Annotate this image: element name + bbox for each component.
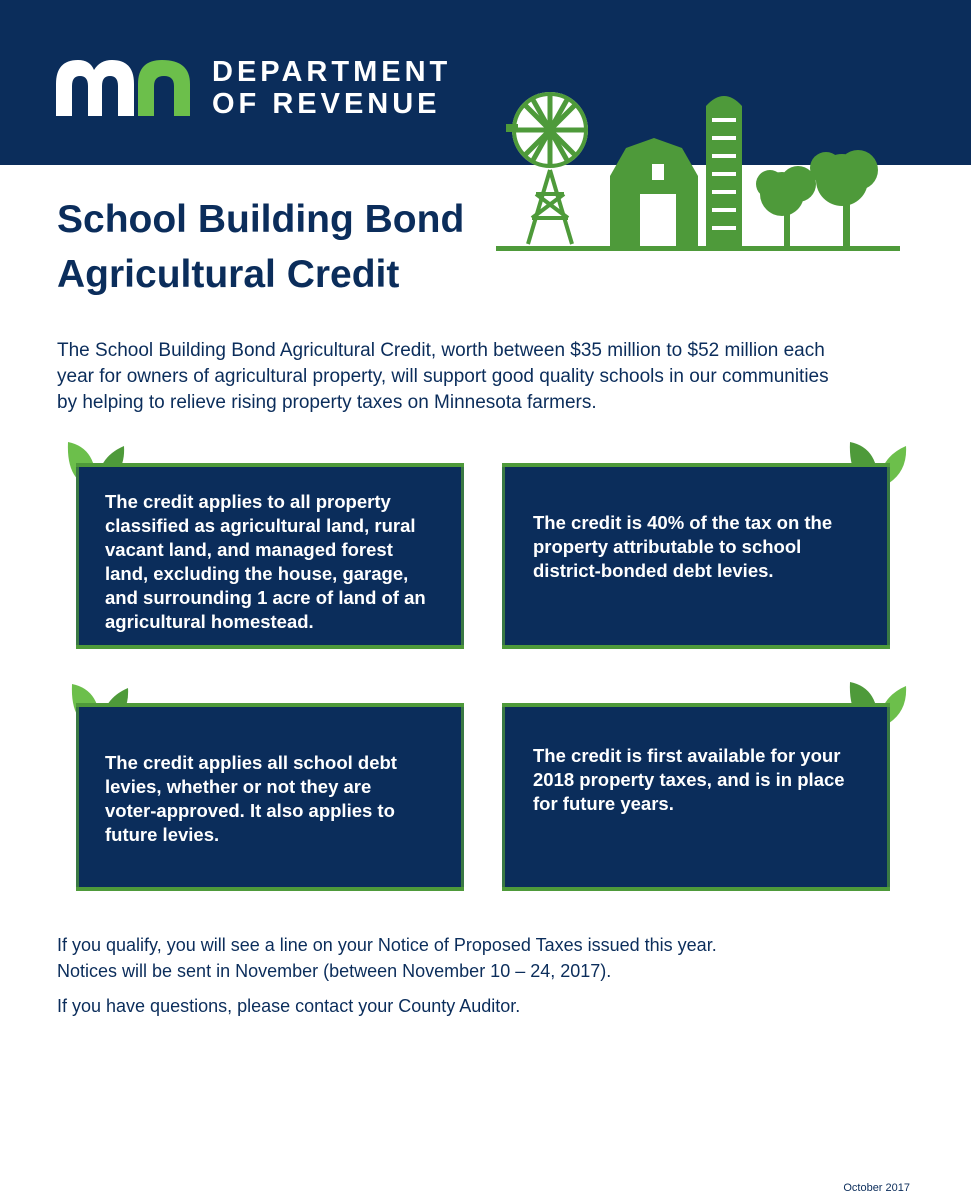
- card-1-line-4: land, excluding the house, garage,: [105, 563, 409, 584]
- card-2-text: [533, 511, 870, 583]
- contact-paragraph: If you have questions, please contact your County Auditor.: [57, 996, 521, 1016]
- card-3-line-2: levies, whether or not they are: [105, 776, 372, 797]
- mn-logo-icon: [56, 56, 194, 118]
- card-4-line-2: 2018 property taxes, and is in place: [533, 769, 845, 790]
- card-4-line-3: for future years.: [533, 793, 674, 814]
- notice-line-1: If you qualify, you will see a line on your Notice of Proposed Taxes issued this year.: [57, 935, 717, 955]
- card-4-text: [533, 744, 870, 816]
- info-card-school-debt-levies: [76, 703, 464, 891]
- notice-paragraph: [57, 932, 717, 984]
- barn-icon: [610, 138, 698, 246]
- ground-line: [496, 246, 900, 251]
- farm-illustration-icon: [492, 84, 904, 254]
- department-name: [212, 56, 451, 120]
- card-1-text: [105, 490, 444, 634]
- department-line-2: OF REVENUE: [212, 88, 441, 120]
- info-card-credit-percentage: [502, 463, 890, 649]
- title-line-2: Agricultural Credit: [57, 253, 400, 296]
- intro-line-3: by helping to relieve rising property taxes on Minnesota farmers.: [57, 392, 597, 413]
- windmill-icon: [506, 92, 588, 244]
- card-3-line-4: future levies.: [105, 824, 220, 845]
- card-3-text: [105, 751, 444, 847]
- card-4-line-1: The credit is first available for your: [533, 745, 841, 766]
- card-2-line-2: property attributable to school: [533, 536, 802, 557]
- info-card-availability: [502, 703, 890, 891]
- card-1-line-3: vacant land, and managed forest: [105, 539, 393, 560]
- notice-line-2: Notices will be sent in November (between November 10 – 24, 2017).: [57, 961, 612, 981]
- title-line-1: School Building Bond: [57, 198, 465, 241]
- card-1-line-2: classified as agricultural land, rural: [105, 515, 416, 536]
- card-3-line-1: The credit applies all school debt: [105, 752, 397, 773]
- card-2-line-1: The credit is 40% of the tax on the: [533, 512, 833, 533]
- intro-line-1: The School Building Bond Agricultural Credit, worth between $35 million to $52 million each: [57, 340, 825, 361]
- publication-date: October 2017: [843, 1182, 910, 1194]
- trees-icon: [756, 150, 878, 248]
- intro-paragraph: [57, 338, 917, 416]
- page-title: [57, 192, 497, 302]
- card-1-line-5: and surrounding 1 acre of land of an: [105, 587, 426, 608]
- intro-line-2: year for owners of agricultural property, will support good quality schools in our communities: [57, 366, 829, 387]
- silo-icon: [706, 96, 742, 246]
- card-2-line-3: district-bonded debt levies.: [533, 560, 774, 581]
- card-3-line-3: voter-approved. It also applies to: [105, 800, 395, 821]
- info-card-agricultural-land: [76, 463, 464, 649]
- department-line-1: DEPARTMENT: [212, 56, 452, 88]
- card-1-line-6: agricultural homestead.: [105, 611, 314, 632]
- card-1-line-1: The credit applies to all property: [105, 491, 391, 512]
